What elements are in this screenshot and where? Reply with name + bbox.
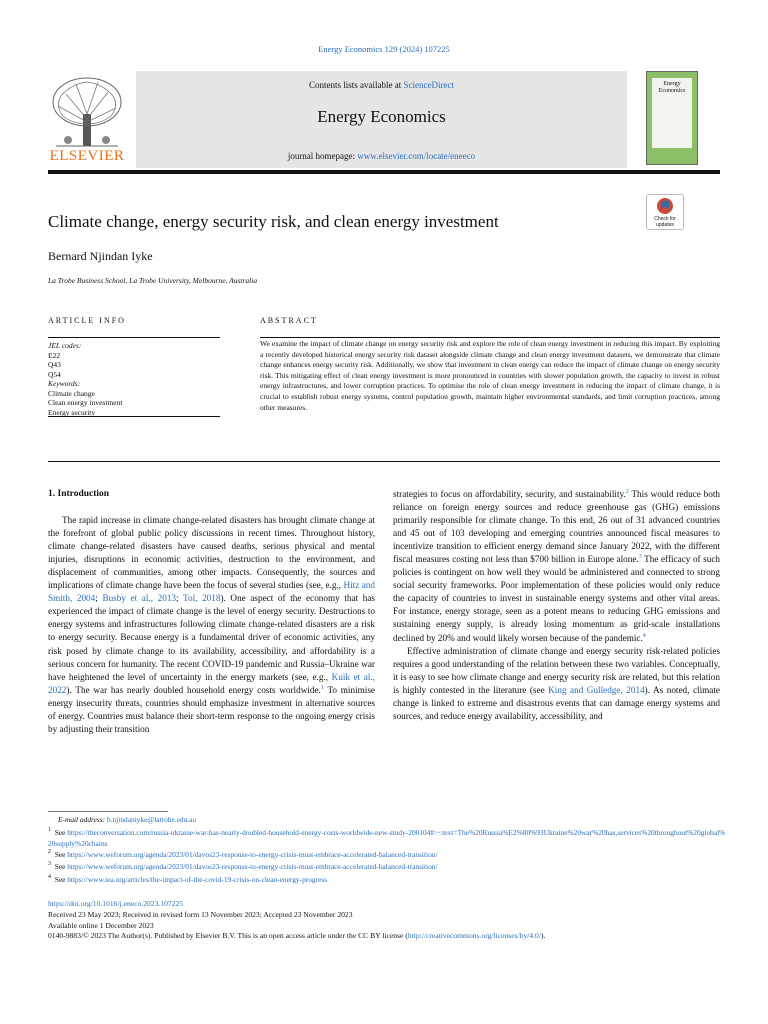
footnote-number: 3 [48, 861, 51, 867]
abstract-heading: ABSTRACT [260, 316, 318, 325]
info-divider [48, 337, 220, 338]
footnote-link[interactable]: https://www.iea.org/articles/the-impact-of-the-covid-19-crisis-on-clean-energy-progress [67, 874, 328, 884]
journal-cover-thumbnail[interactable] [646, 71, 698, 165]
check-for-updates-button[interactable] [646, 194, 684, 230]
keyword: Clean energy investment [48, 398, 123, 407]
footnote-link[interactable]: https://theconversation.com/russia-ukraine-war-has-nearly-doubled-household-energy-costs-worldwide-new-study-200104#:~:text=The%20Russia%E2%80%93Ukraine%20war%20has,services%20throughout%20global%20supply%20chains [48, 827, 726, 848]
footnote-marker[interactable]: 4 [642, 632, 646, 639]
text-run: ). The war has nearly doubled household energy costs worldwide. [66, 684, 321, 695]
keywords-label: Keywords: [48, 379, 81, 388]
footnote-marker[interactable]: 1 [320, 684, 324, 691]
text-run: Effective administration of climate change and energy security risk-related policies requires a good understanding of the relation between these two variables. Conceptually, it is easy to see how climate change and energy security risk are related, but this relation is highly contested in the literature (see [393, 645, 720, 695]
jel-code: E22 [48, 350, 61, 360]
email-footnote [48, 814, 728, 827]
article-info-heading: ARTICLE INFO [48, 316, 126, 325]
footnote-marker[interactable]: 2 [625, 489, 629, 495]
license-line [48, 931, 728, 942]
publisher-wordmark: ELSEVIER [49, 148, 125, 164]
text-run: The rapid increase in climate change-related disasters has brought climate change at the forefront of global public policy discussions in recent times. Throughout history, climate change-related disasters have caused deaths, serious physical and mental injuries, disruptions in economic activities, destruction to the environment, and displacement of communities, among other impacts. Consequently, the sources and implications of climate change have been the focus of several studies (see, e.g., [48, 515, 375, 591]
text-run: strategies to focus on affordability, security, and sustainability. [393, 489, 626, 499]
abstract-bottom-divider [48, 461, 720, 462]
footnote-link[interactable]: https://www.weforum.org/agenda/2023/01/davos23-response-to-energy-crisis-must-embrace-accelerated-balanced-transition/ [67, 849, 438, 859]
footnote [48, 827, 728, 849]
check-updates-label: Check for updates [654, 216, 676, 228]
footnote-divider [48, 811, 168, 812]
journal-name: Energy Economics [317, 107, 446, 126]
keyword: Energy security [48, 407, 96, 417]
citation-link[interactable]: Tol, 2018 [183, 593, 221, 604]
footnote-number: 2 [48, 848, 51, 855]
footnote-number: 4 [48, 873, 51, 880]
text-run: To minimise energy insecurity threats, countries should emphasize investment in alternative sources of energy. Countries must balance their short-term response to the ongoing energy crisis by adjusting their transition [48, 684, 375, 734]
license-text: 0140-9883/© 2023 The Author(s). Published by Elsevier B.V. This is an open access article under the CC BY license ( [48, 931, 408, 941]
doi-link[interactable]: https://doi.org/10.1016/j.eneco.2023.107225 [48, 899, 184, 908]
jel-code: Q43 [48, 360, 61, 369]
paragraph: The rapid increase in climate change-related disasters has brought climate change at the forefront of global public policy discussions in recent times. Throughout history, climate change-related disasters have caused deaths, serious physical and mental injuries, disruptions in economic activities, destruction to the environment, and displacement of communities, among other impacts. Consequently, the sources and implications of climate change have been the focus of several studies (see, e.g., Hitz and Smith, 2004; Busby et al., 2013; Tol, 2018). One aspect of the economy that has experienced the impact of climate change is the level of energy security. Destructions to energy systems and infrastructures following climate change-related disasters are a risk to energy security. Because energy is a fundamental driver of economic activities, any risk posed by climate change to its availability, accessibility, and affordability is a serious concern for humanity. The recent COVID-19 pandemic and Russia–Ukraine war have heightened the level of uncertainty in the energy markets (see, e.g., Kuik et al., 2022). The war has nearly doubled household energy costs worldwide.$^1$ To minimise energy insecurity threats, countries should emphasize investment in alternative sources of energy. Countries must balance their short-term response to the ongoing energy crisis by adjusting their transition [48, 515, 375, 734]
article-info [48, 341, 220, 417]
email-link[interactable]: b.njindaniyke@latrobe.edu.au [107, 815, 197, 824]
text-run: ). As noted, climate change is linked to extreme and disastrous events that can damage energy systems and sources, and reduce energy availability, accessibility, and [393, 684, 720, 721]
online-date: Available online 1 December 2023 [48, 920, 154, 930]
license-text-end: ). [540, 931, 546, 941]
journal-homepage [136, 151, 627, 161]
citation-link[interactable]: King and Gulledge, 2014 [548, 684, 645, 695]
author-name[interactable]: Bernard Njindan Iyke [48, 249, 153, 263]
contents-prefix: Contents lists available at [309, 80, 404, 90]
cover-title: Energy Economics [652, 78, 692, 148]
see-label: See [54, 827, 68, 837]
see-label: See [54, 862, 68, 871]
abstract-text: We examine the impact of climate change on energy security risk and explore the role of clean energy investment in reducing this impact. By exploiting a recently developed historical energy security risk dataset alongside climate change and clean energy investment datasets, we demonstrate that climate change enhances energy security risk. Additionally, we show that investment in clean energy can reduce the impact of climate change on energy security risk. This mitigating effect of clean energy investment is more pronounced in countries with slower population growth, the capacity to invest in robust energy infrastructures, and lower corruption practices. To optimise the role of clean energy investment in reducing the impact of climate change, it is crucial to establish robust energy systems, control population growth, maintain higher environmental standards, and limit corruption practices, among other measures. [260, 339, 720, 412]
homepage-label: journal homepage: [287, 151, 358, 161]
article-metadata [48, 899, 728, 942]
jel-label: JEL codes: [48, 341, 82, 350]
citation-link[interactable]: Busby et al., 2013 [102, 593, 177, 604]
footnote-marker[interactable]: 3 [638, 554, 642, 561]
body-column-left [48, 488, 375, 736]
see-label: See [54, 874, 68, 884]
homepage-link[interactable]: www.elsevier.com/locate/eneeco [357, 151, 476, 161]
text-run: This would reduce both reliance on foreign energy sources and reduce greenhouse gas (GHG) emissions primarily responsible for climate change. To this end, 26 out of 31 advanced countries and 45 out of 103 developing and emerging countries announced fiscal measures to incentivize transition to efficient energy demand since January 2022, with the different fiscal measures costing not less than $700 billion in Europe alone. [393, 489, 720, 565]
info-bottom-divider [48, 416, 220, 417]
footnote-number: 1 [48, 826, 51, 833]
author-affiliation: La Trobe Business School, La Trobe University, Melbourne, Australia [48, 276, 258, 285]
email-label: E-mail address: [58, 815, 107, 824]
header-rule [48, 170, 720, 174]
keyword: Climate change [48, 388, 95, 398]
footnotes [48, 814, 728, 886]
paragraph [393, 488, 720, 645]
footnote [48, 874, 728, 887]
license-link[interactable]: http://creativecommons.org/licenses/by/4.0/ [407, 931, 541, 941]
article-dates: Received 23 May 2023; Received in revised form 13 November 2023; Accepted 23 November 2023 [48, 909, 353, 919]
text-run: The efficacy of such policies is contingent on how well they would be administered and connected to strong social security frameworks. Poor implementation of these policies would only reduce the capacity of countries to invest in sustainable energy systems and other vital areas. For instance, energy storage, seen as a potent means to reducing GHG emissions and sustaining energy supply, is already losing momentum as grid-scale installations declined by 20% and would likely worsen because of the pandemic. [393, 554, 720, 643]
text-run: ). One aspect of the economy that has experienced the impact of climate change is the level of energy security. Destructions to energy systems and infrastructures following climate change-related disasters are a risk to energy security. Because energy is a fundamental driver of economic activities, any risk posed by climate change to its availability, accessibility, and affordability is a serious concern for humanity. The recent COVID-19 pandemic and Russia–Ukraine war have heightened the level of uncertainty in the energy markets (see, e.g., [48, 593, 375, 682]
contents-line [136, 80, 627, 90]
footnote [48, 861, 728, 874]
body-column-right [393, 488, 720, 723]
footnote [48, 849, 728, 862]
see-label: See [54, 849, 68, 859]
citation-link[interactable]: Hitz and Smith, 2004 [48, 580, 375, 604]
journal-reference[interactable]: Energy Economics 129 (2024) 107225 [318, 44, 450, 54]
paragraph [393, 645, 720, 723]
bookmark-icon [657, 198, 673, 214]
abstract-divider [260, 337, 720, 338]
jel-code: Q54 [48, 369, 61, 379]
section-heading: 1. Introduction [48, 489, 110, 499]
footnote-link[interactable]: https://www.weforum.org/agenda/2023/01/davos23-response-to-energy-crisis-must-embrace-accelerated-balanced-transition/ [67, 862, 438, 871]
article-title: Climate change, energy security risk, and clean energy investment [48, 212, 499, 231]
citation-link[interactable]: Kuik et al., 2022 [48, 671, 375, 695]
sciencedirect-link[interactable]: ScienceDirect [403, 80, 454, 90]
